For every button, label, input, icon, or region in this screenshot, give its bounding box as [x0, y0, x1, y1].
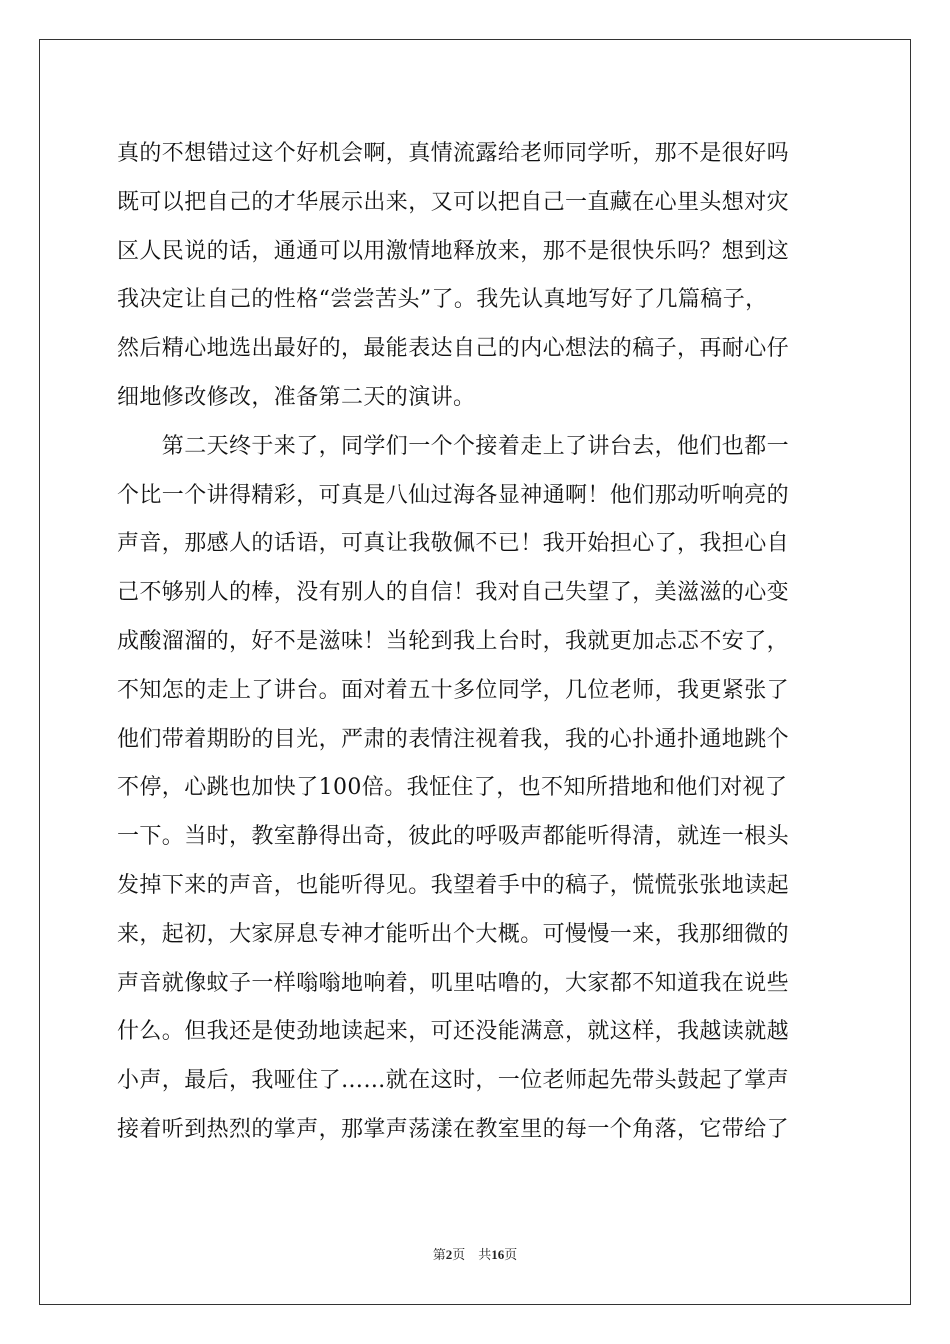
body-text: [117, 130, 837, 1155]
text-line: 个比一个讲得精彩，可真是八仙过海各显神通啊！他们那动听响亮的: [117, 482, 790, 508]
text-line: 既可以把自己的才华展示出来，又可以把自己一直藏在心里头想对灾: [117, 189, 790, 215]
text-line: 声音就像蚊子一样嗡嗡地响着，叽里咕噜的，大家都不知道我在说些: [117, 970, 790, 996]
text-line: 我决定让自己的性格“尝尝苦头”了。我先认真地写好了几篇稿子，: [117, 287, 768, 313]
text-line: 成酸溜溜的，好不是滋味！当轮到我上台时，我就更加忐忑不安了，: [117, 628, 790, 654]
text-line: 第二天终于来了，同学们一个个接着走上了讲台去，他们也都一: [117, 433, 790, 459]
text-line: 他们带着期盼的目光，严肃的表情注视着我，我的心扑通扑通地跳个: [117, 726, 790, 752]
text-line: 己不够别人的棒，没有别人的自信！我对自己失望了，美滋滋的心变: [117, 580, 790, 606]
footer-prefix: 第: [432, 1248, 446, 1263]
text-line: 真的不想错过这个好机会啊，真情流露给老师同学听，那不是很好吗: [117, 141, 790, 166]
text-line: 什么。但我还是使劲地读起来，可还没能满意，就这样，我越读就越: [117, 1019, 790, 1045]
footer-mid: 页 共: [452, 1248, 492, 1263]
text-line: 不停，心跳也加快了100倍。我怔住了，也不知所措地和他们对视了: [117, 775, 788, 801]
text-line: 细地修改修改，准备第二天的演讲。: [117, 384, 476, 410]
text-line: 一下。当时，教室静得出奇，彼此的呼吸声都能听得清，就连一根头: [117, 824, 790, 850]
text-line: 来，起初，大家屏息专神才能听出个大概。可慢慢一来，我那细微的: [117, 921, 790, 947]
text-line: 接着听到热烈的掌声，那掌声荡漾在教室里的每一个角落，它带给了: [117, 1116, 790, 1142]
footer-suffix: 页: [504, 1248, 518, 1263]
footer-page-number: 2: [445, 1247, 453, 1262]
text-line: 发掉下来的声音，也能听得见。我望着手中的稿子，慌慌张张地读起: [117, 872, 790, 898]
text-line: 小声，最后，我哑住了……就在这时，一位老师起先带头鼓起了掌声: [117, 1068, 790, 1094]
text-line: 不知怎的走上了讲台。面对着五十多位同学，几位老师，我更紧张了: [117, 677, 790, 703]
text-line: 然后精心地选出最好的，最能表达自己的内心想法的稿子，再耐心仔: [117, 336, 790, 362]
text-line: 区人民说的话，通通可以用激情地释放来，那不是很快乐吗？想到这: [117, 238, 790, 264]
footer-total-pages: 16: [491, 1247, 505, 1262]
text-line: 声音，那感人的话语，可真让我敬佩不已！我开始担心了，我担心自: [117, 531, 790, 557]
page-footer: [0, 1245, 950, 1266]
